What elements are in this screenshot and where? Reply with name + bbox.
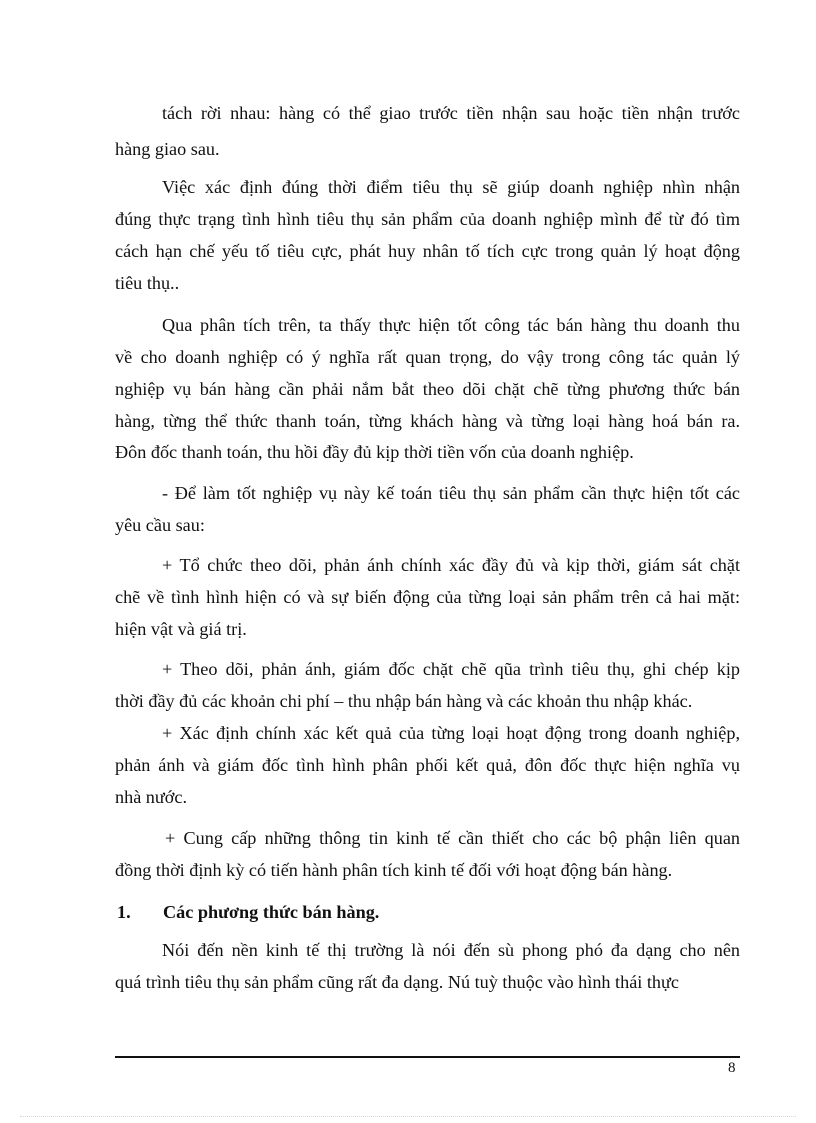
text-line: + Xác định chính xác kết quả của từng loại hoạt động trong doanh nghiệp, (162, 723, 740, 743)
text-line: + Cung cấp những thông tin kinh tế cần thiết cho các bộ phận liên quan (165, 828, 740, 848)
text-line: hàng giao sau. (115, 139, 220, 159)
text-line: tiêu thụ.. (115, 273, 180, 293)
text-line: nhà nước. (115, 787, 187, 807)
text-line: nghiệp vụ bán hàng cần phải nắm bắt theo dõi chặt chẽ từng phương thức bán (115, 379, 740, 399)
text-line: hàng, từng thể thức thanh toán, từng khách hàng và từng loại hàng hoá bán ra. (115, 411, 740, 431)
text-line: + Tổ chức theo dõi, phản ánh chính xác đầy đủ và kịp thời, giám sát chặt (162, 555, 740, 575)
section-number: 1. (117, 902, 131, 922)
text-line: đúng thực trạng tình hình tiêu thụ sản phẩm của doanh nghiệp mình để từ đó tìm (115, 209, 740, 229)
text-line: phản ánh và giám đốc tình hình phân phối kết quả, đôn đốc thực hiện nghĩa vụ (115, 755, 740, 775)
text-line: hiện vật và giá trị. (115, 619, 247, 639)
text-line: tách rời nhau: hàng có thể giao trước tiền nhận sau hoặc tiền nhận trước (162, 103, 740, 123)
text-line: - Để làm tốt nghiệp vụ này kế toán tiêu thụ sản phẩm cần thực hiện tốt các (162, 483, 740, 503)
text-line: yêu cầu sau: (115, 515, 205, 535)
text-line: Đôn đốc thanh toán, thu hồi đầy đủ kịp thời tiền vốn của doanh nghiệp. (115, 442, 634, 462)
page-break-marker (20, 1116, 796, 1117)
page-number: 8 (728, 1060, 736, 1076)
text-line: quá trình tiêu thụ sản phẩm cũng rất đa dạng. Nú tuỳ thuộc vào hình thái thực (115, 972, 679, 992)
footer-divider (115, 1056, 740, 1058)
text-line: cách hạn chế yếu tố tiêu cực, phát huy nhân tố tích cực trong quản lý hoạt động (115, 241, 740, 261)
text-line: đồng thời định kỳ có tiến hành phân tích kinh tế đối với hoạt động bán hàng. (115, 860, 673, 880)
text-line: thời đầy đủ các khoản chi phí – thu nhập bán hàng và các khoản thu nhập khác. (115, 691, 693, 711)
section-heading: Các phương thức bán hàng. (163, 902, 380, 922)
text-line: Qua phân tích trên, ta thấy thực hiện tốt công tác bán hàng thu doanh thu (162, 315, 740, 335)
text-line: Nói đến nền kinh tế thị trường là nói đến sù phong phó đa dạng cho nên (162, 940, 740, 960)
text-line: Việc xác định đúng thời điểm tiêu thụ sẽ giúp doanh nghiệp nhìn nhận (162, 177, 740, 197)
text-line: về cho doanh nghiệp có ý nghĩa rất quan trọng, do vậy trong công tác quản lý (115, 347, 740, 367)
text-line: chẽ về tình hình hiện có và sự biến động của từng loại sản phẩm trên cả hai mặt: (115, 587, 740, 607)
text-line: + Theo dõi, phản ánh, giám đốc chặt chẽ qũa trình tiêu thụ, ghi chép kịp (162, 659, 740, 679)
